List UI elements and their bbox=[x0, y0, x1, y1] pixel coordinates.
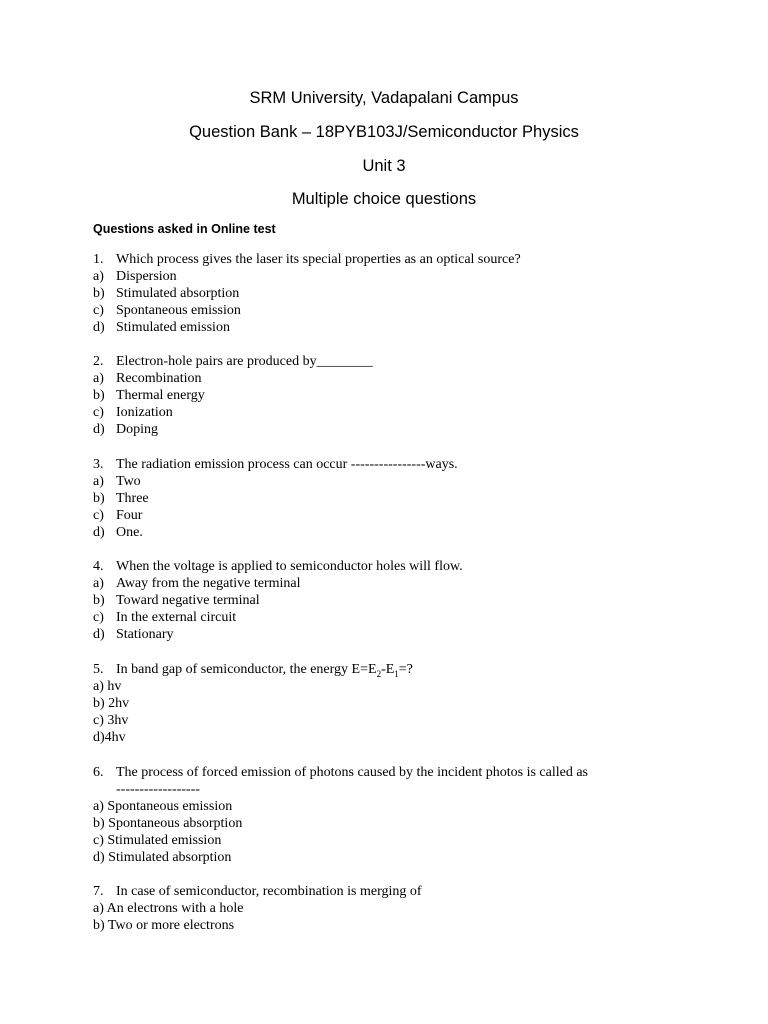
subscript-2: 2 bbox=[376, 668, 382, 679]
option-label: c) bbox=[93, 508, 104, 523]
option-text: Toward negative terminal bbox=[116, 593, 260, 608]
option-4a bbox=[93, 575, 301, 592]
option-2d bbox=[93, 421, 158, 438]
option-label: b) bbox=[93, 593, 105, 608]
option-4d bbox=[93, 626, 174, 643]
option-label: b) bbox=[93, 491, 105, 506]
option-text: Four bbox=[116, 508, 143, 523]
question-text: The radiation emission process can occur ----------------ways. bbox=[116, 457, 458, 472]
option-2b bbox=[93, 387, 205, 404]
question-text: When the voltage is applied to semiconductor holes will flow. bbox=[116, 559, 463, 574]
question-number: 3. bbox=[93, 457, 104, 472]
option-text: In the external circuit bbox=[116, 610, 237, 625]
option-3b bbox=[93, 490, 149, 507]
option-7a: a) An electrons with a hole bbox=[93, 901, 244, 916]
question-text: Which process gives the laser its special properties as an optical source? bbox=[116, 252, 521, 267]
option-5a: a) hv bbox=[93, 679, 122, 694]
question-number: 5. bbox=[93, 662, 104, 677]
question-number: 1. bbox=[93, 252, 104, 267]
question-6 bbox=[93, 764, 588, 781]
option-3d bbox=[93, 524, 143, 541]
unit-title: Unit 3 bbox=[362, 157, 406, 175]
option-label: c) bbox=[93, 610, 104, 625]
option-label: a) bbox=[93, 474, 104, 489]
option-5b: b) 2hv bbox=[93, 696, 130, 711]
option-5d: d)4hv bbox=[93, 730, 126, 745]
question-4 bbox=[93, 558, 463, 575]
option-text: Stimulated emission bbox=[116, 320, 230, 335]
question-number: 4. bbox=[93, 559, 104, 574]
option-1b bbox=[93, 285, 239, 302]
option-text: Ionization bbox=[116, 405, 173, 420]
question-text: In band gap of semiconductor, the energy E=E bbox=[116, 662, 377, 677]
option-label: a) bbox=[93, 576, 104, 591]
option-3a bbox=[93, 473, 141, 490]
question-text: The process of forced emission of photons caused by the incident photos is called as bbox=[116, 765, 588, 780]
option-label: b) bbox=[93, 388, 105, 403]
option-text: Two bbox=[116, 474, 141, 489]
option-text: Thermal energy bbox=[116, 388, 205, 403]
option-2c bbox=[93, 404, 173, 421]
section-title: Questions asked in Online test bbox=[93, 222, 276, 236]
question-number: 2. bbox=[93, 354, 104, 369]
option-6d: d) Stimulated absorption bbox=[93, 850, 232, 865]
option-text: One. bbox=[116, 525, 143, 540]
option-label: d) bbox=[93, 422, 105, 437]
question-type-title: Multiple choice questions bbox=[291, 190, 477, 208]
option-4c bbox=[93, 609, 236, 626]
option-1c bbox=[93, 302, 241, 319]
option-4b bbox=[93, 592, 260, 609]
option-2a bbox=[93, 370, 202, 387]
option-label: a) bbox=[93, 269, 104, 284]
option-7b: b) Two or more electrons bbox=[93, 918, 235, 933]
subscript-1: 1 bbox=[394, 668, 399, 679]
option-label: d) bbox=[93, 525, 105, 540]
question-number: 6. bbox=[93, 765, 104, 780]
question-text: Electron-hole pairs are produced by________ bbox=[116, 354, 373, 369]
option-label: a) bbox=[93, 371, 104, 386]
option-text: Doping bbox=[116, 422, 158, 437]
question-3 bbox=[93, 456, 458, 473]
question-5 bbox=[93, 661, 413, 678]
question-2 bbox=[93, 353, 373, 370]
question-text-end: =? bbox=[398, 662, 413, 677]
option-label: c) bbox=[93, 405, 104, 420]
option-6b: b) Spontaneous absorption bbox=[93, 816, 243, 831]
option-text: Three bbox=[116, 491, 149, 506]
option-label: d) bbox=[93, 320, 105, 335]
university-title: SRM University, Vadapalani Campus bbox=[249, 89, 519, 107]
option-label: d) bbox=[93, 627, 105, 642]
option-label: b) bbox=[93, 286, 105, 301]
option-text: Away from the negative terminal bbox=[116, 576, 301, 591]
course-title: Question Bank – 18PYB103J/Semiconductor Physics bbox=[189, 123, 579, 141]
question-1 bbox=[93, 251, 521, 268]
option-text: Stimulated absorption bbox=[116, 286, 240, 301]
option-text: Dispersion bbox=[116, 269, 177, 284]
answer-blank: ------------------ bbox=[116, 782, 200, 797]
option-text: Stationary bbox=[116, 627, 174, 642]
option-text: Spontaneous emission bbox=[116, 303, 241, 318]
option-5c: c) 3hv bbox=[93, 713, 129, 728]
option-text: Recombination bbox=[116, 371, 202, 386]
question-text: In case of semiconductor, recombination is merging of bbox=[116, 884, 422, 899]
option-label: c) bbox=[93, 303, 104, 318]
question-number: 7. bbox=[93, 884, 104, 899]
option-6a: a) Spontaneous emission bbox=[93, 799, 233, 814]
option-3c bbox=[93, 507, 142, 524]
question-7 bbox=[93, 883, 422, 900]
question-text-mid: -E bbox=[381, 662, 395, 677]
option-1d bbox=[93, 319, 230, 336]
option-6c: c) Stimulated emission bbox=[93, 833, 222, 848]
option-1a bbox=[93, 268, 177, 285]
